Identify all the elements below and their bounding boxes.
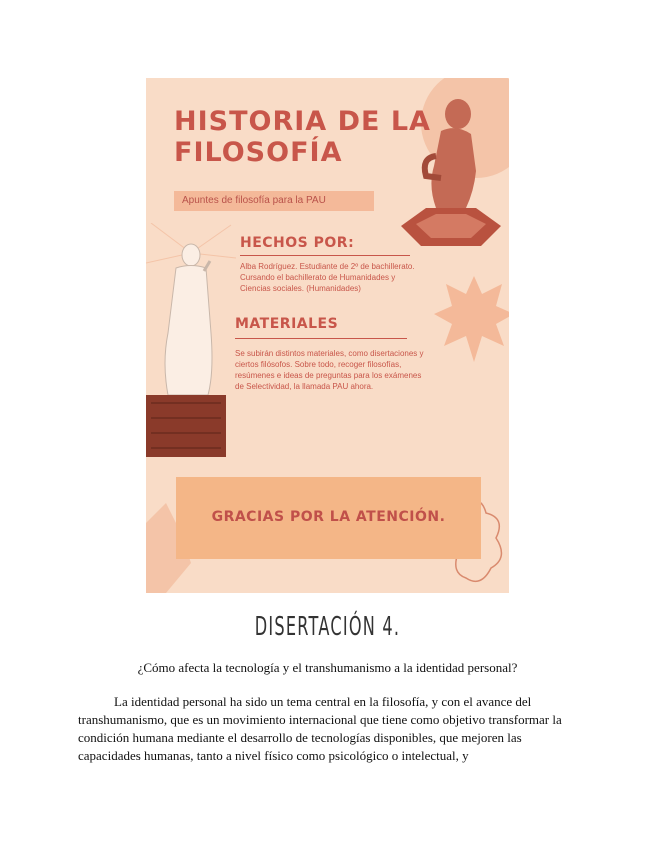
thanks-text: GRACIAS POR LA ATENCIÓN.	[211, 509, 446, 525]
credits-heading: HECHOS POR:	[240, 235, 355, 251]
poster-title-line-1: HISTORIA DE LA	[174, 106, 431, 137]
poster-subtitle: Apuntes de filosofía para la PAU	[174, 191, 374, 211]
poster-title	[174, 106, 431, 168]
sun-star-decoration	[434, 274, 509, 364]
materials-divider	[235, 338, 407, 339]
credits-text: Alba Rodríguez. Estudiante de 2º de bachillerato. Cursando el bachillerato de Humanidades y Ciencias sociales. (Humanidades)	[240, 262, 415, 293]
materials-text: Se subirán distintos materiales, como disertaciones y ciertos filósofos. Sobre todo, recoger filosofías, resúmenes e ideas de preguntas para los exámenes de Selectividad, la llamada PAU ahora.	[235, 349, 424, 391]
woman-statue-icon	[146, 223, 236, 463]
materials-heading: MATERIALES	[235, 316, 339, 332]
poster-image	[146, 78, 509, 593]
poster-title-line-2: FILOSOFÍA	[174, 137, 343, 168]
dissertation-heading: DISERTACIÓN 4.	[254, 612, 401, 642]
thanks-banner	[176, 477, 481, 559]
dissertation-paragraph: La identidad personal ha sido un tema central en la filosofía, y con el avance del transhumanismo, que es un movimiento internacional que tiene como objetivo transformar la condición humana mediante el desarrollo de tecnologías disponibles, que mejoren las capacidades humanas, tanto a nivel físico como psicológico o intelectual, y	[78, 694, 562, 763]
credits-divider	[240, 255, 410, 256]
dissertation-question: ¿Cómo afecta la tecnología y el transhumanismo a la identidad personal?	[137, 660, 518, 675]
